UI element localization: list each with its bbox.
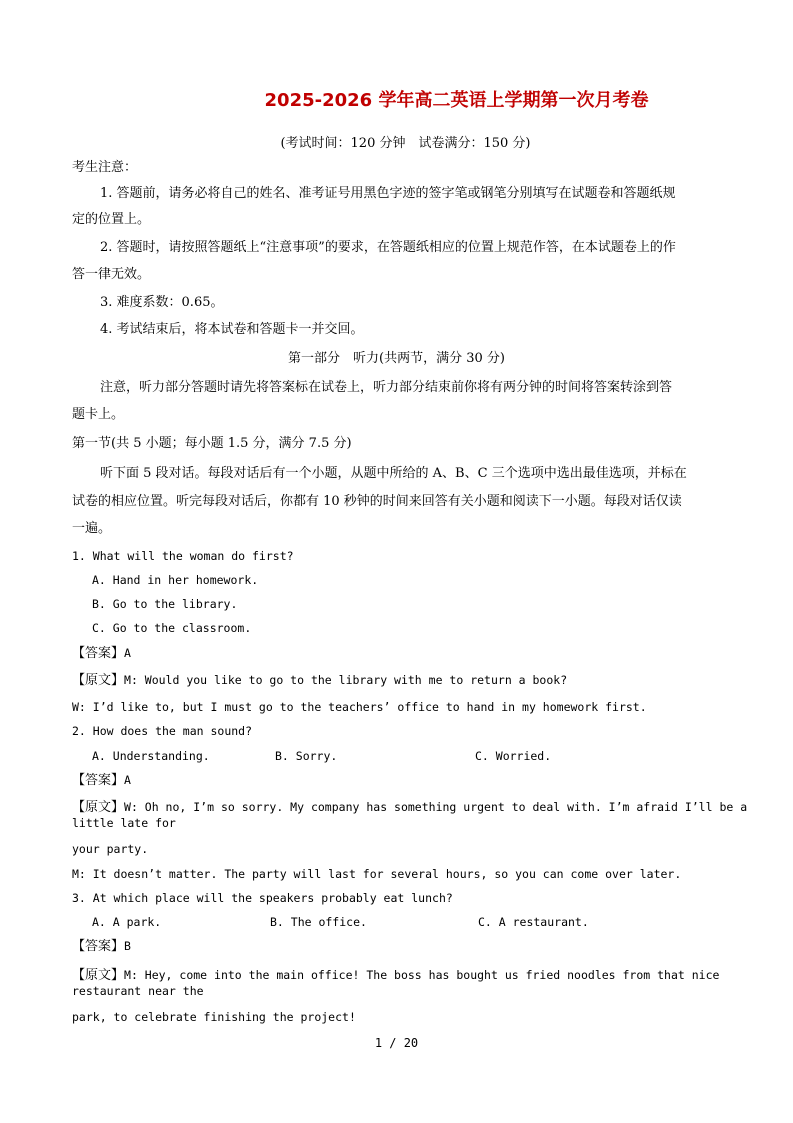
answer-value: B [124,939,131,953]
page-number: 1 / 20 [374,1036,419,1050]
notice-item-1: 1. 答题前，请务必将自己的姓名、准考证号用黑色字迹的签字笔或钢笔分别填写在试题卷和答题纸规 [100,186,676,201]
script-text: W: Oh no, I’m so sorry. My company has something urgent to deal with. I’m afraid I’ll be a [124,800,748,814]
q2-script-line1 [72,799,747,816]
q3-option-b: B. The office. [270,915,367,929]
section1-instruction-line1: 听下面 5 段对话。每段对话后有一个小题，从题中所给的 A、B、C 三个选项中选出最佳选项，并标在 [100,466,687,481]
q3-option-a: A. A park. [92,915,162,929]
script-tag: 【原文】 [72,673,125,688]
q3-script-line2: park, to celebrate finishing the project! [72,1010,356,1024]
part1-note-line2: 题卡上。 [72,407,125,422]
q1-script-line2: W: I’d like to, but I must go to the teachers’ office to hand in my homework first. [72,700,647,714]
part1-heading: 第一部分 听力(共两节，满分 30 分) [288,351,505,366]
script-text: M: Hey, come into the main office! The boss has bought us fried noodles from that nice [124,968,720,982]
notice-heading: 考生注意： [72,160,138,175]
q1-option-c: C. Go to the classroom. [92,621,252,635]
notice-item-1-cont: 定的位置上。 [72,212,151,227]
section1-heading: 第一节(共 5 小题；每小题 1.5 分，满分 7.5 分) [72,436,352,451]
answer-value: A [124,646,131,660]
answer-tag: 【答案】 [72,939,125,954]
q2-script-line3: M: It doesn’t matter. The party will last for several hours, so you can come over later. [72,867,682,881]
q3-answer [72,938,131,955]
q1-option-b: B. Go to the library. [92,597,238,611]
notice-item-2: 2. 答题时，请按照答题纸上“注意事项”的要求，在答题纸相应的位置上规范作答，在本试题卷上的作 [100,240,676,255]
q3-script-line1 [72,967,719,984]
answer-tag: 【答案】 [72,773,125,788]
answer-value: A [124,773,131,787]
q1-script-line1 [72,672,567,689]
q2-option-a: A. Understanding. [92,749,210,763]
q2-script-line1-wrap: little late for [72,816,176,830]
script-text: M: Would you like to go to the library with me to return a book? [124,673,568,687]
answer-tag: 【答案】 [72,646,125,661]
q2-option-b: B. Sorry. [275,749,338,763]
section1-instruction-line3: 一遍。 [72,521,112,536]
notice-item-3: 3. 难度系数：0.65。 [100,295,224,310]
part1-note-line1: 注意，听力部分答题时请先将答案标在试卷上，听力部分结束前你将有两分钟的时间将答案转涂到答 [100,380,673,395]
q2-option-c: C. Worried. [475,749,552,763]
q1-option-a: A. Hand in her homework. [92,573,259,587]
q3-script-line1-wrap: restaurant near the [72,984,204,998]
section1-instruction-line2: 试卷的相应位置。听完每段对话后，你都有 10 秒钟的时间来回答有关小题和阅读下一小题。每段对话仅读 [72,494,682,509]
exam-subtitle: (考试时间：120 分钟 试卷满分：150 分) [280,136,531,151]
q2-answer [72,772,131,789]
script-tag: 【原文】 [72,968,125,983]
q3-question: 3. At which place will the speakers probably eat lunch? [72,891,453,905]
notice-item-2-cont: 答一律无效。 [72,267,151,282]
script-tag: 【原文】 [72,800,125,815]
q1-question: 1. What will the woman do first? [72,549,294,563]
notice-item-4: 4. 考试结束后，将本试卷和答题卡一并交回。 [100,322,364,337]
q2-question: 2. How does the man sound? [72,724,253,738]
exam-title: 2025-2026 学年高二英语上学期第一次月考卷 [264,90,649,111]
q1-answer [72,645,131,662]
q2-script-line2: your party. [72,842,149,856]
q3-option-c: C. A restaurant. [478,915,589,929]
